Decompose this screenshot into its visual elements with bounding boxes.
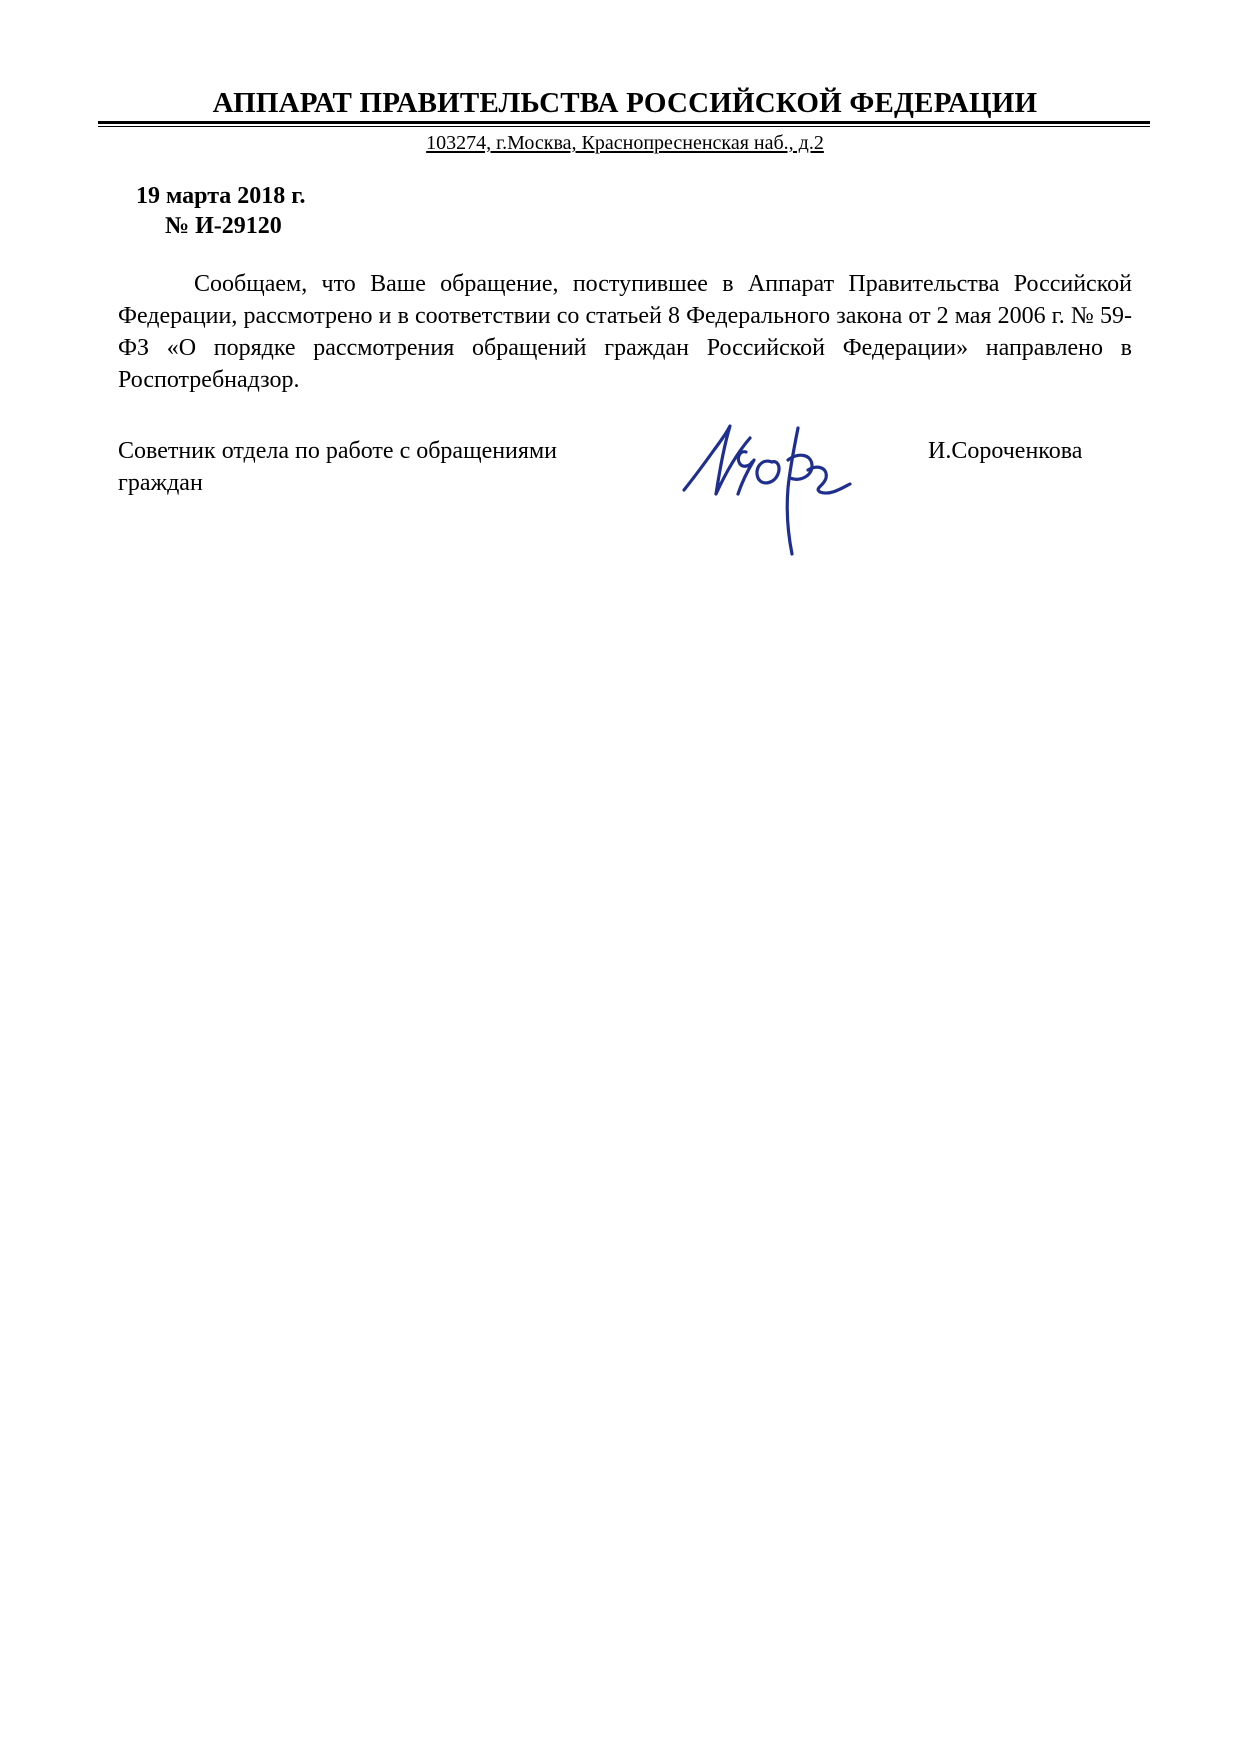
signature-strokes: [684, 426, 850, 554]
document-number: № И-29120: [165, 213, 282, 239]
letter-body: Сообщаем, что Ваше обращение, поступившее в Аппарат Правительства Российской Федерации, рассмотрено и в соответствии со статьей 8 Федерального закона от 2 мая 2006 г. № 59-ФЗ «О порядке рассмотрения обращений граждан Российской Федерации» направлено в Роспотребнадзор.: [118, 271, 1132, 393]
signer-name: И.Сороченкова: [928, 438, 1083, 464]
document-date: 19 марта 2018 г.: [136, 183, 306, 209]
organization-address: 103274, г.Москва, Краснопресненская наб., д.2: [426, 132, 824, 154]
header-divider-thin: [98, 126, 1150, 127]
signer-position: Советник отдела по работе с обращениями граждан: [118, 438, 557, 496]
organization-address-line: [100, 131, 1150, 155]
header-divider-thick: [98, 121, 1150, 124]
organization-title: АППАРАТ ПРАВИТЕЛЬСТВА РОССИЙСКОЙ ФЕДЕРАЦИИ: [212, 87, 1038, 119]
handwritten-signature-icon: [680, 412, 870, 562]
